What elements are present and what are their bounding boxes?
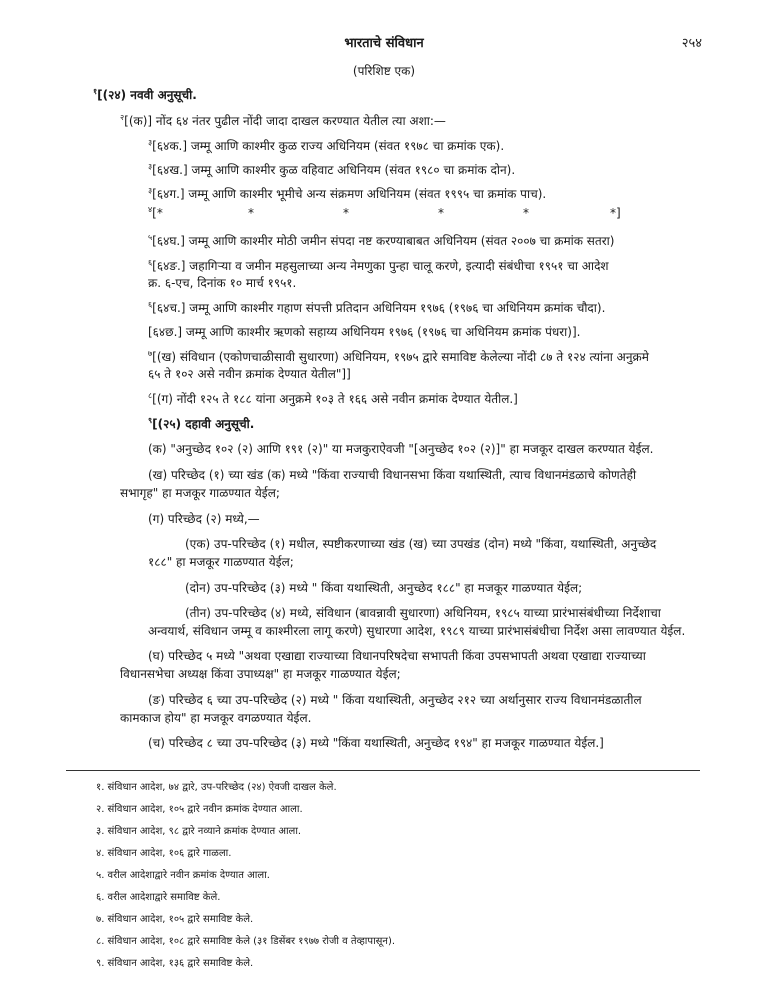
omission-open: [* (152, 206, 163, 220)
footnote-marker: ५ (148, 233, 153, 242)
text-line (148, 186, 546, 202)
line-text: क्र. ६-एच, दिनांक १० मार्च १९५१. (148, 276, 297, 290)
footnote-marker: ८ (148, 391, 153, 400)
text-line (148, 258, 609, 274)
line-text: (ग) परिच्छेद (२) मध्ये,— (148, 512, 260, 526)
footnote-marker: ३ (148, 162, 153, 171)
line-text: (एक) उप-परिच्छेद (१) मधील, स्पष्टीकरणाच्या खंड (ख) च्या उपखंड (दोन) मध्ये "किंवा, यथास्थिती, अनुच्छेद (185, 537, 657, 551)
text-line (148, 467, 636, 483)
text-line (148, 349, 649, 365)
text-line (185, 536, 656, 552)
line-text: [(२४) नववी अनुसूची. (97, 88, 197, 102)
text-line (148, 275, 296, 291)
text-line (185, 605, 661, 621)
footnote-marker: ७ (148, 349, 153, 358)
text-line (148, 391, 518, 407)
footnote-item: ८. संविधान आदेश, १०८ द्वारे समाविष्ट केले (३१ डिसेंबर १९७७ रोजी व तेव्हापासून). (96, 936, 396, 947)
footnote-marker: ६ (148, 300, 153, 309)
footnote-marker: ३ (148, 138, 153, 147)
line-text: [(ग) नोंदी १२५ ते १८८ यांना अनुक्रमे १०३ ते १६६ असे नवीन क्रमांक देण्यात येतील.] (152, 392, 518, 406)
line-text: (घ) परिच्छेद ५ मध्ये "अथवा एखाद्या राज्याच्या विधानपरिषदेचा सभापती किंवा उपसभापती अथवा एखाद्या राज्याच्या (148, 649, 646, 663)
line-text: (ख) परिच्छेद (१) च्या खंड (क) मध्ये "किंवा राज्याची विधानसभा किंवा यथास्थिती, त्याच विधानमंडळाचे कोणतेही (148, 468, 637, 482)
line-text: (दोन) उप-परिच्छेद (३) मध्ये " किंवा यथास्थिती, अनुच्छेद १८८" हा मजकूर गाळण्यात येईल; (185, 581, 583, 595)
text-line (148, 324, 580, 340)
line-text: (क) "अनुच्छेद १०२ (२) आणि १९१ (२)" या मजकुराऐवजी "[अनुच्छेद १०२ (२)]" हा मजकूर दाखल करण्यात येईल. (148, 442, 654, 456)
text-line (148, 300, 605, 316)
text-line (148, 648, 646, 664)
text-line (148, 623, 685, 639)
line-text: [(ख) संविधान (एकोणचाळीसावी सुधारणा) अधिनियम, १९७५ द्वारे समाविष्ट केलेल्या नोंदी ८७ ते १२४ त्यांना अनुक्रमे (152, 350, 649, 364)
text-line (120, 113, 446, 129)
line-text: [(क)] नोंद ६४ नंतर पुढील नोंदी जादा दाखल करण्यात येतील त्या अशा:— (124, 114, 446, 128)
line-text: [६४ग.] जम्मू आणि काश्मीर भूमीचे अन्य संक्रमण अधिनियम (संवत १९९५ चा क्रमांक पाच). (152, 187, 547, 201)
footnote-marker: ४ (148, 205, 153, 214)
footnote-item: ७. संविधान आदेश, १०५ द्वारे समाविष्ट केले. (96, 914, 254, 925)
omission-close: *] (610, 206, 621, 220)
text-line (120, 710, 311, 726)
line-text: [६४क.] जम्मू आणि काश्मीर कुळ राज्य अधिनियम (संवत १९७८ चा क्रमांक एक). (152, 139, 505, 153)
text-line (148, 233, 614, 249)
footnote-marker: ३ (148, 186, 153, 195)
text-line (148, 366, 351, 382)
footnote-item: ४. संविधान आदेश, १०६ द्वारे गाळला. (96, 848, 232, 859)
line-text: १८८" हा मजकूर गाळण्यात येईल; (148, 555, 294, 569)
footnote-divider (66, 770, 700, 771)
text-line (120, 666, 401, 682)
footnote-item: ५. वरील आदेशाद्वारे नवीन क्रमांक देण्यात आला. (96, 870, 270, 881)
omission-star: * (248, 206, 254, 220)
omission-star: * (343, 206, 349, 220)
line-text: विधानसभेचा अध्यक्ष किंवा उपाध्यक्ष" हा मजकूर गाळण्यात येईल; (120, 667, 401, 681)
text-line (148, 162, 515, 178)
line-text: [६४छ.] जम्मू आणि काश्मीर ऋणको सहाय्य अधिनियम १९७६ (१९७६ चा अधिनियम क्रमांक पंधरा)]. (148, 325, 581, 339)
line-text: अन्वयार्थ, संविधान जम्मू व काश्मीरला लागू करणे) सुधारणा आदेश, १९८९ याच्या प्रारंभासंबंधीचा निर्देश असा लावण्यात येईल. (148, 624, 686, 638)
line-text: (च) परिच्छेद ८ च्या उप-परिच्छेद (३) मध्ये "किंवा यथास्थिती, अनुच्छेद १९४" हा मजकूर गाळण्यात येईल.] (148, 736, 604, 750)
footnote-marker: ९ (148, 416, 153, 425)
omission-star: * (523, 206, 529, 220)
footnote-item: ९. संविधान आदेश, १३६ द्वारे समाविष्ट केले. (96, 958, 254, 969)
footnote-item: १. संविधान आदेश, ७४ द्वारे, उप-परिच्छेद (२४) ऐवजी दाखल केले. (96, 782, 337, 793)
line-text: ६५ ते १०२ असे नवीन क्रमांक देण्यात येतील"]] (148, 367, 351, 381)
page-subtitle: (परिशिष्ट एक) (352, 64, 416, 78)
text-line (148, 692, 642, 708)
text-line (185, 580, 582, 596)
line-text: (ङ) परिच्छेद ६ च्या उप-परिच्छेद (२) मध्ये " किंवा यथास्थिती, अनुच्छेद २१२ च्या अर्थानुसार राज्य विधानमंडळातील (148, 693, 642, 707)
footnote-marker: १ (93, 87, 98, 96)
line-text: (तीन) उप-परिच्छेद (४) मध्ये, संविधान (बावन्नावी सुधारणा) अधिनियम, १९८५ याच्या प्रारंभासंबंधीच्या निर्देशाचा (185, 606, 661, 620)
footnote-item: ३. संविधान आदेश, ९८ द्वारे नव्याने क्रमांक देण्यात आला. (96, 826, 302, 837)
omitted-entries-row (148, 206, 628, 222)
text-line (148, 511, 260, 527)
line-text: [६४घ.] जम्मू आणि काश्मीर मोठी जमीन संपदा नष्ट करण्याबाबत अधिनियम (संवत २००७ चा क्रमांक सतरा) (152, 234, 615, 248)
line-text: [(२५) दहावी अनुसूची. (152, 417, 255, 431)
text-line (93, 87, 197, 103)
text-line (148, 554, 294, 570)
text-line (120, 485, 280, 501)
line-text: [६४ख.] जम्मू आणि काश्मीर कुळ वहिवाट अधिनियम (संवत १९८० चा क्रमांक दोन). (152, 163, 516, 177)
line-text: [६४ङ.] जहागिऱ्या व जमीन महसुलाच्या अन्य नेमणुका पुन्हा चालू करणे, इत्यादी संबंधीचा १९५१ चा आदेश (152, 259, 609, 273)
footnote-marker: २ (120, 113, 125, 122)
text-line (148, 735, 604, 751)
footnote-marker: ६ (148, 258, 153, 267)
line-text: कामकाज होय" हा मजकूर वगळण्यात येईल. (120, 711, 312, 725)
line-text: सभागृह" हा मजकूर गाळण्यात येईल; (120, 486, 280, 500)
footnote-item: ६. वरील आदेशाद्वारे समाविष्ट केले. (96, 892, 221, 903)
page-title: भारताचे संविधान (344, 36, 424, 51)
line-text: [६४च.] जम्मू आणि काश्मीर गहाण संपत्ती प्रतिदान अधिनियम १९७६ (१९७६ चा अधिनियम क्रमांक चौदा). (152, 301, 606, 315)
text-line (148, 441, 653, 457)
page-number: २५४ (681, 36, 702, 51)
text-line (148, 138, 504, 154)
text-line (148, 416, 254, 432)
omission-star: * (438, 206, 444, 220)
footnote-item: २. संविधान आदेश, १०५ द्वारे नवीन क्रमांक देण्यात आला. (96, 804, 303, 815)
